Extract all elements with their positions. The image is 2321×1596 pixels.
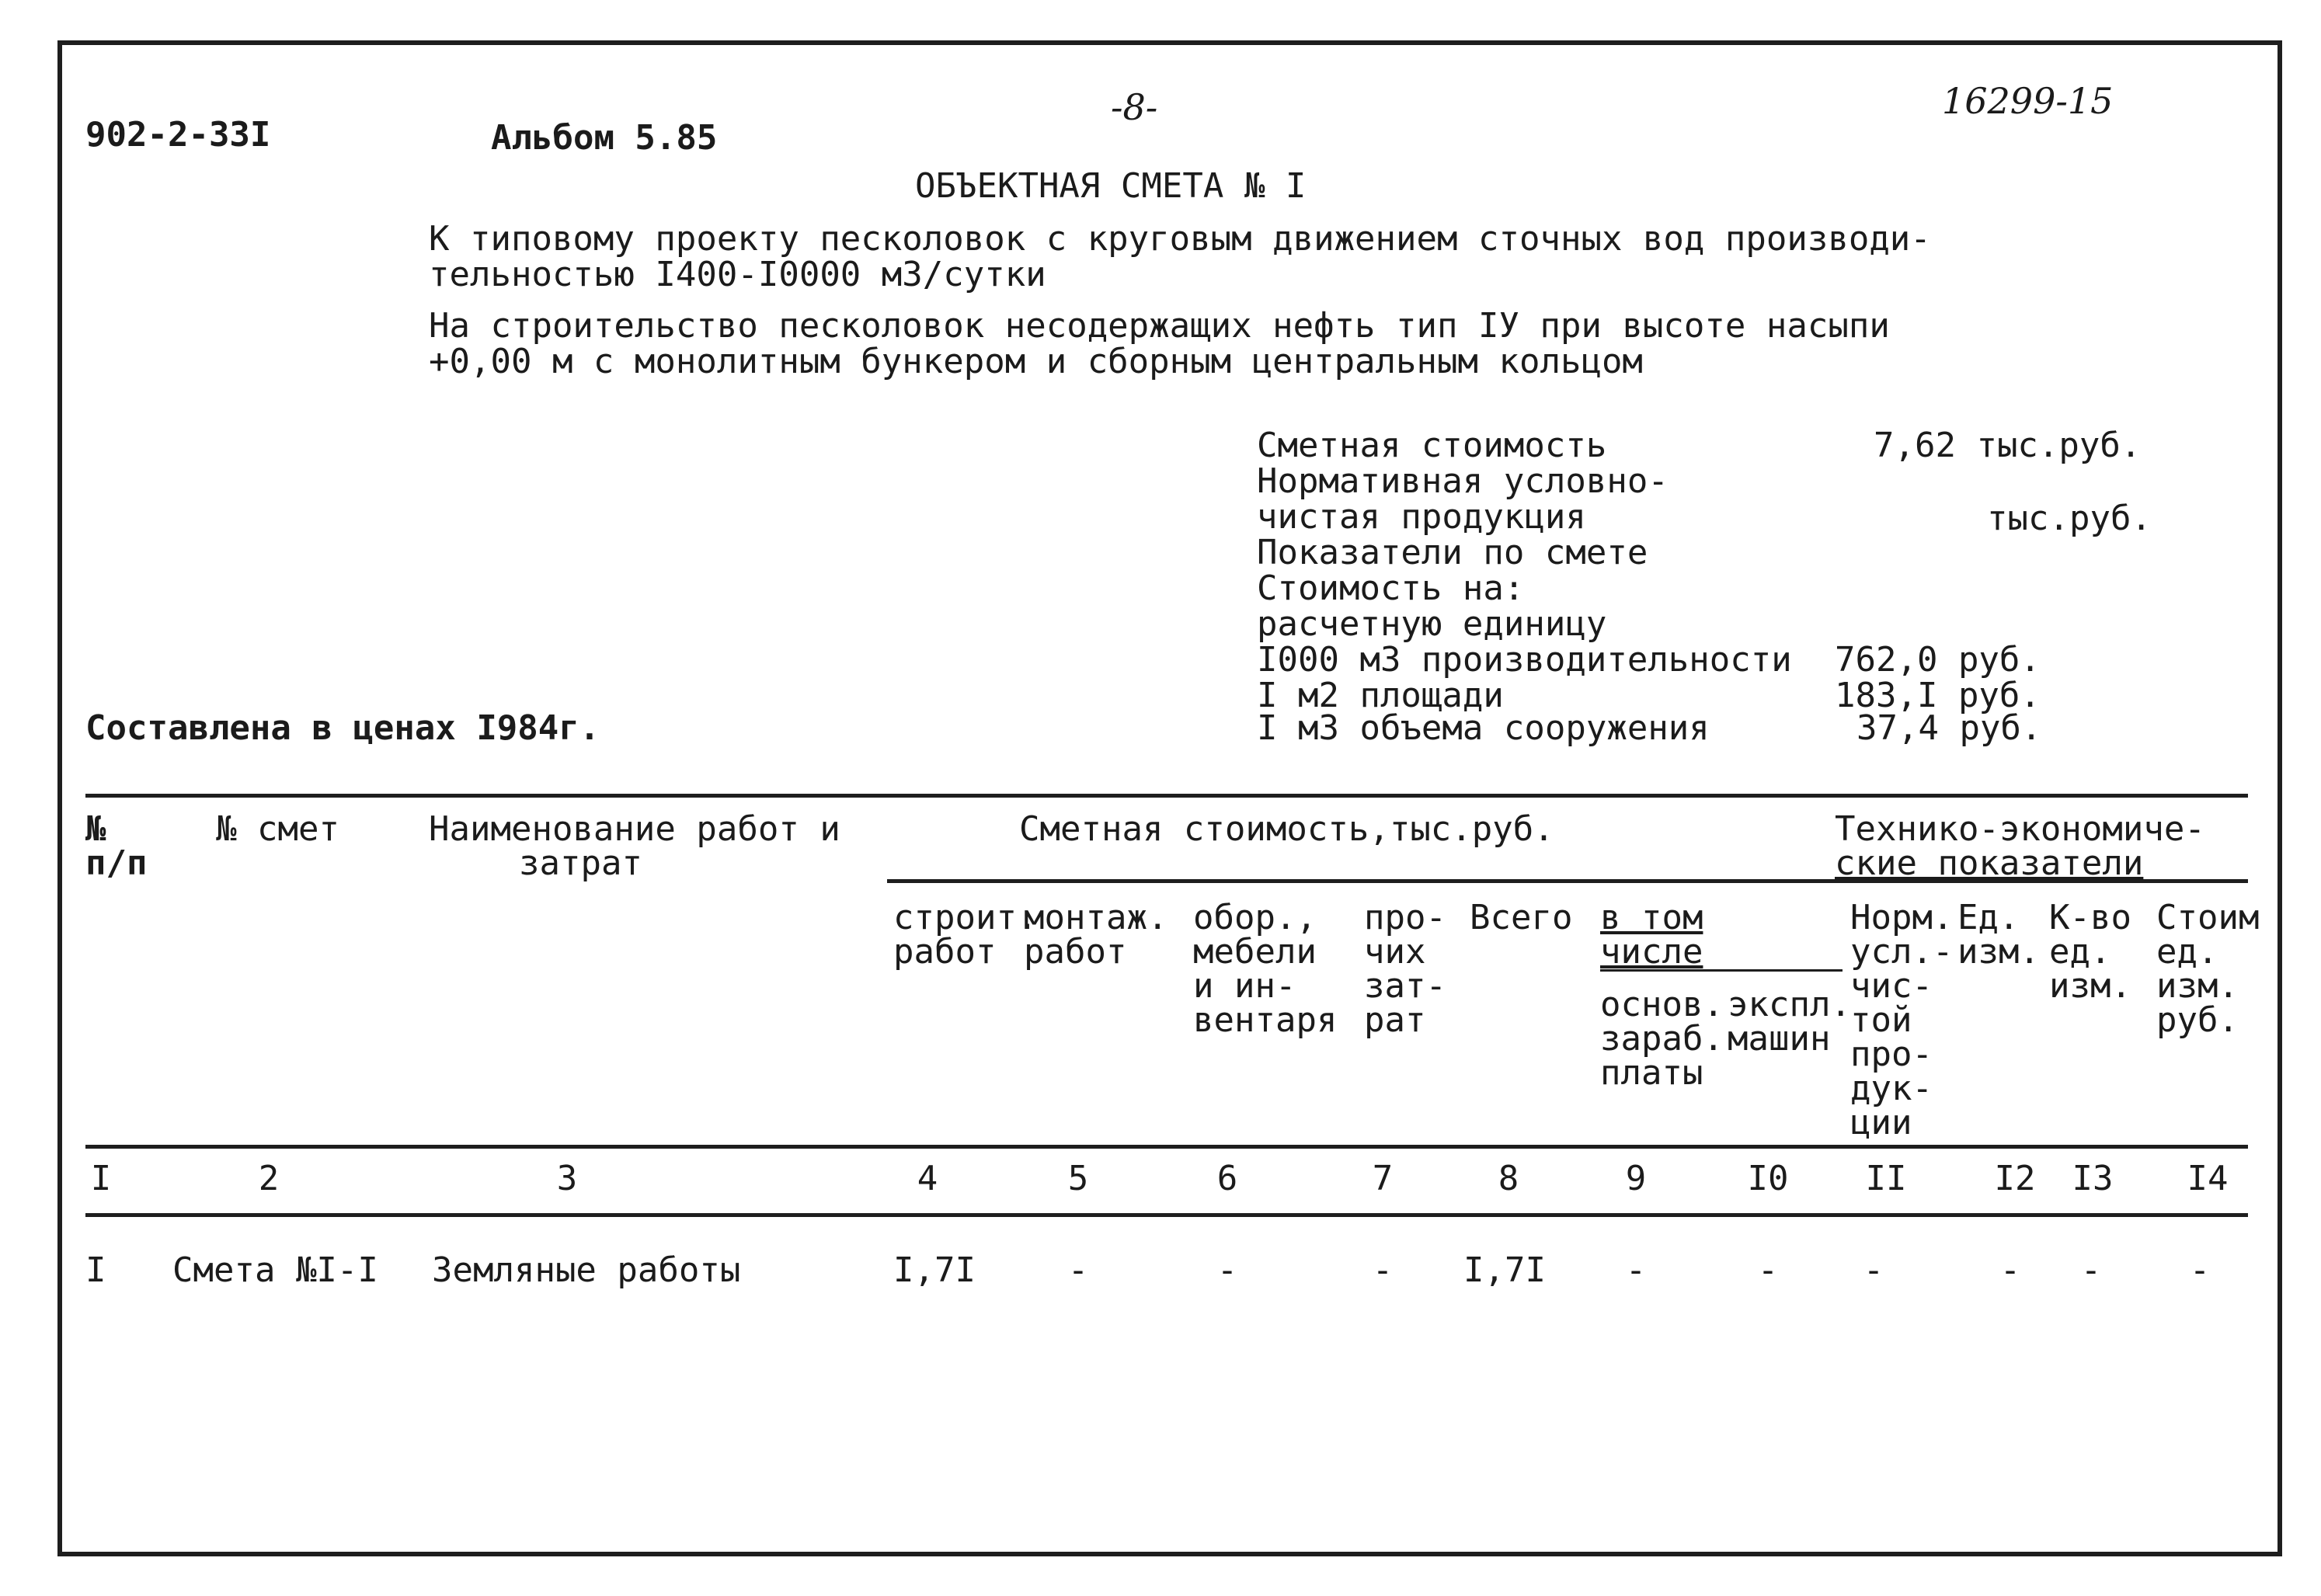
header-col-8: Всего (1470, 898, 1573, 937)
construction-line-1: На строительство песколовок несодержащих нефть тип IУ при высоте насыпи (429, 306, 1890, 346)
row-1-name: Земляные работы (432, 1250, 741, 1290)
cost-per-label: Стоимость на: (1257, 569, 1525, 608)
row-1-col-6: - (1216, 1250, 1238, 1290)
net-product-label-1: Нормативная условно- (1257, 461, 1669, 501)
col-number-3: 3 (556, 1159, 578, 1198)
unit-calc-label: расчетную единицу (1257, 604, 1607, 644)
document-title: ОБЪЕКТНАЯ СМЕТА № I (915, 166, 1307, 206)
header-num-2: п/п (85, 843, 148, 883)
row-1-col-4: I,7I (893, 1250, 976, 1290)
construction-line-2: +0,00 м с монолитным бункером и сборным центральным кольцом (429, 342, 1643, 381)
row-1-smet: Смета №I-I (172, 1250, 378, 1290)
row-1-num: I (85, 1250, 106, 1290)
col-number-2: 2 (258, 1159, 280, 1198)
header-col-7: про- чих зат- рат (1364, 898, 1446, 1040)
col-number-1: I (90, 1159, 112, 1198)
header-smet: № смет (216, 809, 339, 849)
header-col-4: строит. работ (893, 898, 1038, 972)
project-line-1: К типовому проекту песколовок с круговым движением сточных вод производи- (429, 219, 1931, 259)
row-1-col-12: - (1999, 1250, 2021, 1290)
net-product-value: тыс.руб. (1987, 499, 2152, 538)
row-1-col-7: - (1372, 1250, 1394, 1290)
indicator-2-value: 183,I руб. (1835, 676, 2041, 715)
col-number-4: 4 (917, 1159, 938, 1198)
table-top-rule (85, 794, 2248, 798)
header-tech-1: Технико-экономиче- (1835, 809, 2205, 849)
col-number-14: I4 (2187, 1159, 2229, 1198)
header-col-11: Норм. усл.- чис- той про- дук- ции (1850, 898, 1954, 1142)
row-1-col-8: I,7I (1463, 1250, 1546, 1290)
row-1-col-14: - (2189, 1250, 2211, 1290)
header-col-9: основ. зараб. платы (1600, 985, 1724, 1093)
col-number-12: I2 (1994, 1159, 2036, 1198)
col-number-8: 8 (1498, 1159, 1519, 1198)
prices-note: Составлена в ценах I984г. (85, 708, 600, 748)
header-name-1: Наименование работ и (429, 809, 840, 849)
col-number-13: I3 (2072, 1159, 2114, 1198)
net-product-label-2: чистая продукция (1257, 497, 1586, 537)
project-line-2: тельностью I400-I0000 м3/сутки (429, 255, 1046, 294)
indicator-3-label: I м3 объема сооружения (1257, 708, 1710, 748)
page-frame (57, 40, 2282, 1556)
cost-label: Сметная стоимость (1257, 426, 1607, 465)
header-col-12: Ед. изм. (1957, 898, 2040, 972)
indicator-1-label: I000 м3 производительности (1257, 640, 1792, 680)
col-number-7: 7 (1372, 1159, 1394, 1198)
header-col-14: Стоим ед. изм. руб. (2156, 898, 2260, 1040)
row-1-col-5: - (1067, 1250, 1089, 1290)
row-1-col-11: - (1863, 1250, 1884, 1290)
header-name-2: затрат (519, 843, 642, 883)
column-number-rule (85, 1213, 2248, 1217)
document-code: 902-2-33I (85, 115, 271, 155)
row-1-col-13: - (2080, 1250, 2102, 1290)
col-number-6: 6 (1216, 1159, 1238, 1198)
document-number: 16299-15 (1942, 80, 2114, 122)
indicator-1-value: 762,0 руб. (1835, 640, 2041, 680)
cost-value: 7,62 тыс.руб. (1874, 426, 2142, 465)
header-cost: Сметная стоимость,тыс.руб. (1019, 809, 1554, 849)
header-col-10: экспл. машин (1728, 985, 1851, 1059)
col-number-5: 5 (1067, 1159, 1089, 1198)
header-col-9-top: в том числе (1600, 898, 1703, 972)
row-1-col-9: - (1625, 1250, 1647, 1290)
col-number-10: I0 (1747, 1159, 1789, 1198)
album-label: Альбом 5.85 (491, 118, 718, 158)
page-mark: -8- (1111, 86, 1158, 128)
header-num-1: № (85, 809, 106, 849)
header-col-13: К-во ед. изм. (2049, 898, 2131, 1006)
row-1-col-10: - (1757, 1250, 1779, 1290)
header-tech-2: ские показатели (1835, 843, 2144, 883)
col-number-9: 9 (1625, 1159, 1647, 1198)
indicator-3-value: 37,4 руб. (1856, 708, 2042, 748)
indicator-2-label: I м2 площади (1257, 676, 1504, 715)
col-number-11: II (1865, 1159, 1907, 1198)
header-col-5: монтаж. работ (1024, 898, 1168, 972)
header-bottom-rule (85, 1145, 2248, 1149)
header-col-6: обор., мебели и ин- вентаря (1193, 898, 1338, 1040)
indicators-label: Показатели по смете (1257, 533, 1648, 572)
